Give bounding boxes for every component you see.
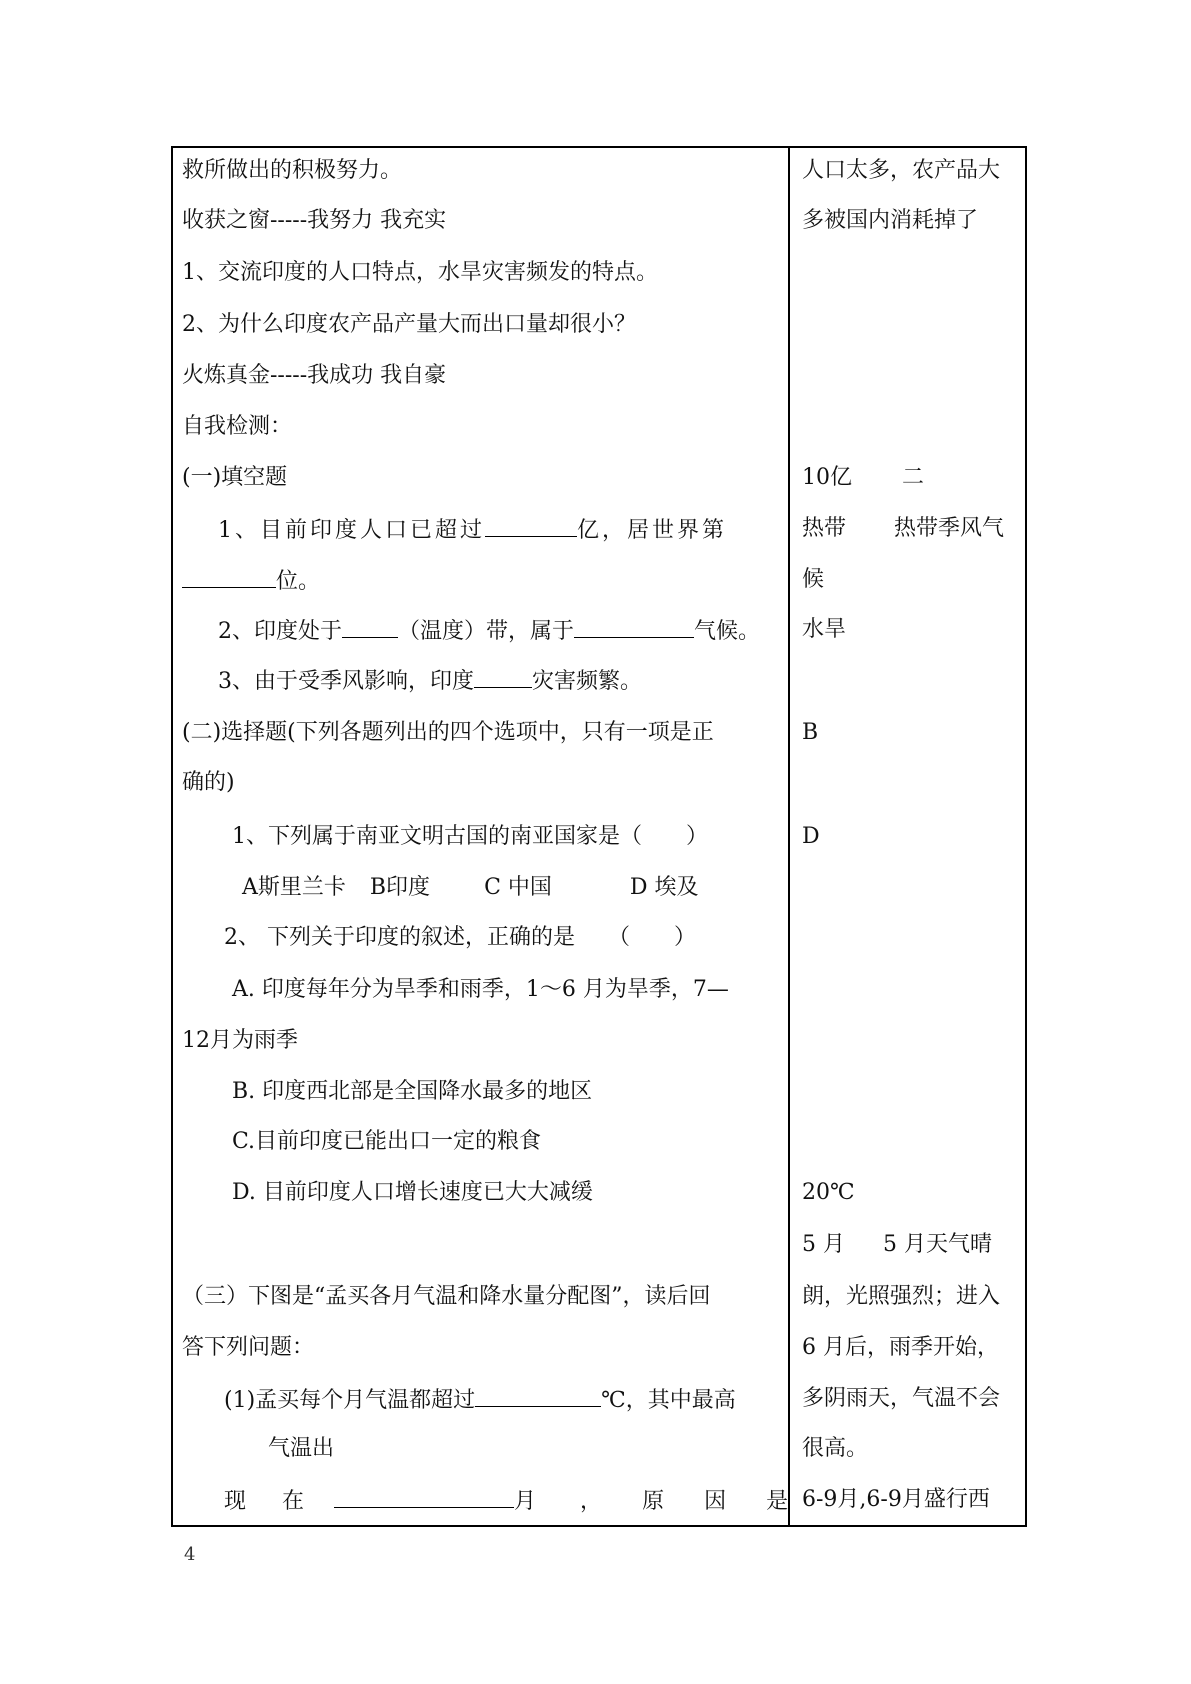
question-3-text: 3、由于受季风影响，印度 bbox=[218, 669, 474, 694]
column-divider bbox=[788, 146, 790, 1527]
text-line: 自我检测： bbox=[182, 414, 293, 439]
question-1 bbox=[218, 514, 727, 546]
answer-blank[interactable] bbox=[182, 565, 276, 588]
question-text: 是 bbox=[766, 1489, 789, 1514]
option-b: B印度 bbox=[369, 875, 431, 900]
question-2-text: 2、印度处于 bbox=[218, 619, 342, 644]
answer-text: 6-9月,6-9月盛行西 bbox=[802, 1487, 990, 1512]
answer-text: D bbox=[802, 824, 820, 849]
question-text: 因 bbox=[704, 1489, 727, 1514]
answer-blank[interactable] bbox=[342, 615, 398, 638]
section-heading: (一)填空题 bbox=[182, 465, 288, 490]
option-d: D. 目前印度人口增长速度已大大减缓 bbox=[232, 1180, 593, 1205]
question-text: (1)孟买每个月气温都超过 bbox=[224, 1388, 476, 1413]
page-number: 4 bbox=[184, 1544, 196, 1565]
answer-text: 6 月后，雨季开始， bbox=[802, 1335, 999, 1360]
option-b: B. 印度西北部是全国降水最多的地区 bbox=[232, 1079, 593, 1104]
question-2 bbox=[218, 615, 760, 647]
question-text: 月 bbox=[514, 1489, 537, 1514]
answer-part: 5 月天气晴 bbox=[883, 1232, 992, 1257]
question-text: 在 bbox=[282, 1489, 305, 1514]
answer-text: 20℃ bbox=[802, 1180, 855, 1205]
question-1-text: 1、目前印度人口已超过 bbox=[218, 518, 485, 543]
answer-part: 5 月 bbox=[802, 1232, 845, 1257]
question-1-text: 亿，居世界第 bbox=[577, 518, 728, 543]
question-2-text: 气候。 bbox=[694, 619, 761, 644]
question-text: ， bbox=[580, 1489, 603, 1514]
answer-blank[interactable] bbox=[485, 514, 577, 537]
answer-blank[interactable] bbox=[574, 615, 694, 638]
choice-options bbox=[242, 873, 699, 903]
question-text: 现 bbox=[224, 1489, 247, 1514]
answer-text: 很高。 bbox=[802, 1436, 869, 1461]
answer-text bbox=[802, 1230, 992, 1260]
answer-text: 人口太多，农产品大 bbox=[802, 158, 1001, 183]
question-3-text: 灾害频繁。 bbox=[532, 669, 643, 694]
option-c: C 中国 bbox=[484, 875, 552, 900]
option-a: A. 印度每年分为旱季和雨季，1～6 月为旱季，7— bbox=[232, 977, 729, 1002]
section-heading: （三）下图是“孟买各月气温和降水量分配图”，读后回 bbox=[182, 1284, 711, 1309]
answer-text: 多被国内消耗掉了 bbox=[802, 208, 979, 233]
question-1-text: 位。 bbox=[276, 569, 321, 594]
section-heading: 火炼真金-----我成功 我自豪 bbox=[182, 363, 447, 388]
answer-text: B bbox=[802, 720, 819, 745]
section-heading: (二)选择题(下列各题列出的四个选项中，只有一项是正 bbox=[182, 720, 714, 745]
answer-blank[interactable] bbox=[334, 1485, 514, 1508]
question-text: 气温出 bbox=[268, 1436, 335, 1461]
question-text: ℃，其中最高 bbox=[601, 1388, 736, 1413]
answer-text bbox=[802, 463, 924, 493]
text-line: 2、为什么印度农产品产量大而出口量却很小？ bbox=[182, 312, 636, 337]
choice-question-2: 2、 下列关于印度的叙述，正确的是 （ ） bbox=[224, 925, 696, 950]
answer-part: 二 bbox=[902, 465, 925, 490]
answer-blank[interactable] bbox=[475, 1384, 601, 1407]
answer-text: 朗，光照强烈；进入 bbox=[802, 1284, 1001, 1309]
text-line: 救所做出的积极努力。 bbox=[182, 158, 403, 183]
answer-part: 热带季风气 bbox=[894, 516, 1005, 541]
question-2-text: （温度）带，属于 bbox=[398, 619, 575, 644]
option-a-cont: 12月为雨季 bbox=[182, 1028, 298, 1053]
question-3 bbox=[218, 665, 642, 697]
question-s3-1 bbox=[224, 1384, 736, 1416]
option-d: D 埃及 bbox=[629, 875, 699, 900]
option-a: A斯里兰卡 bbox=[242, 875, 346, 900]
section-heading: 收获之窗-----我努力 我充实 bbox=[182, 208, 447, 233]
answer-part: 10亿 bbox=[802, 465, 852, 490]
text-line: 1、交流印度的人口特点，水旱灾害频发的特点。 bbox=[182, 260, 658, 285]
answer-text: 多阴雨天，气温不会 bbox=[802, 1386, 1001, 1411]
question-1-cont bbox=[182, 565, 320, 597]
option-c: C.目前印度已能出口一定的粮食 bbox=[232, 1129, 542, 1154]
answer-blank[interactable] bbox=[474, 665, 532, 688]
question-text: 原 bbox=[642, 1489, 665, 1514]
answer-text: 水旱 bbox=[802, 617, 847, 642]
answer-text bbox=[802, 514, 1004, 544]
question-s3-1-cont bbox=[224, 1485, 788, 1517]
choice-question-1: 1、下列属于南亚文明古国的南亚国家是（ ） bbox=[232, 824, 708, 849]
section-heading: 确的) bbox=[182, 770, 235, 795]
section-heading: 答下列问题： bbox=[182, 1335, 315, 1360]
answer-part: 热带 bbox=[802, 516, 847, 541]
answer-text: 候 bbox=[802, 567, 825, 592]
